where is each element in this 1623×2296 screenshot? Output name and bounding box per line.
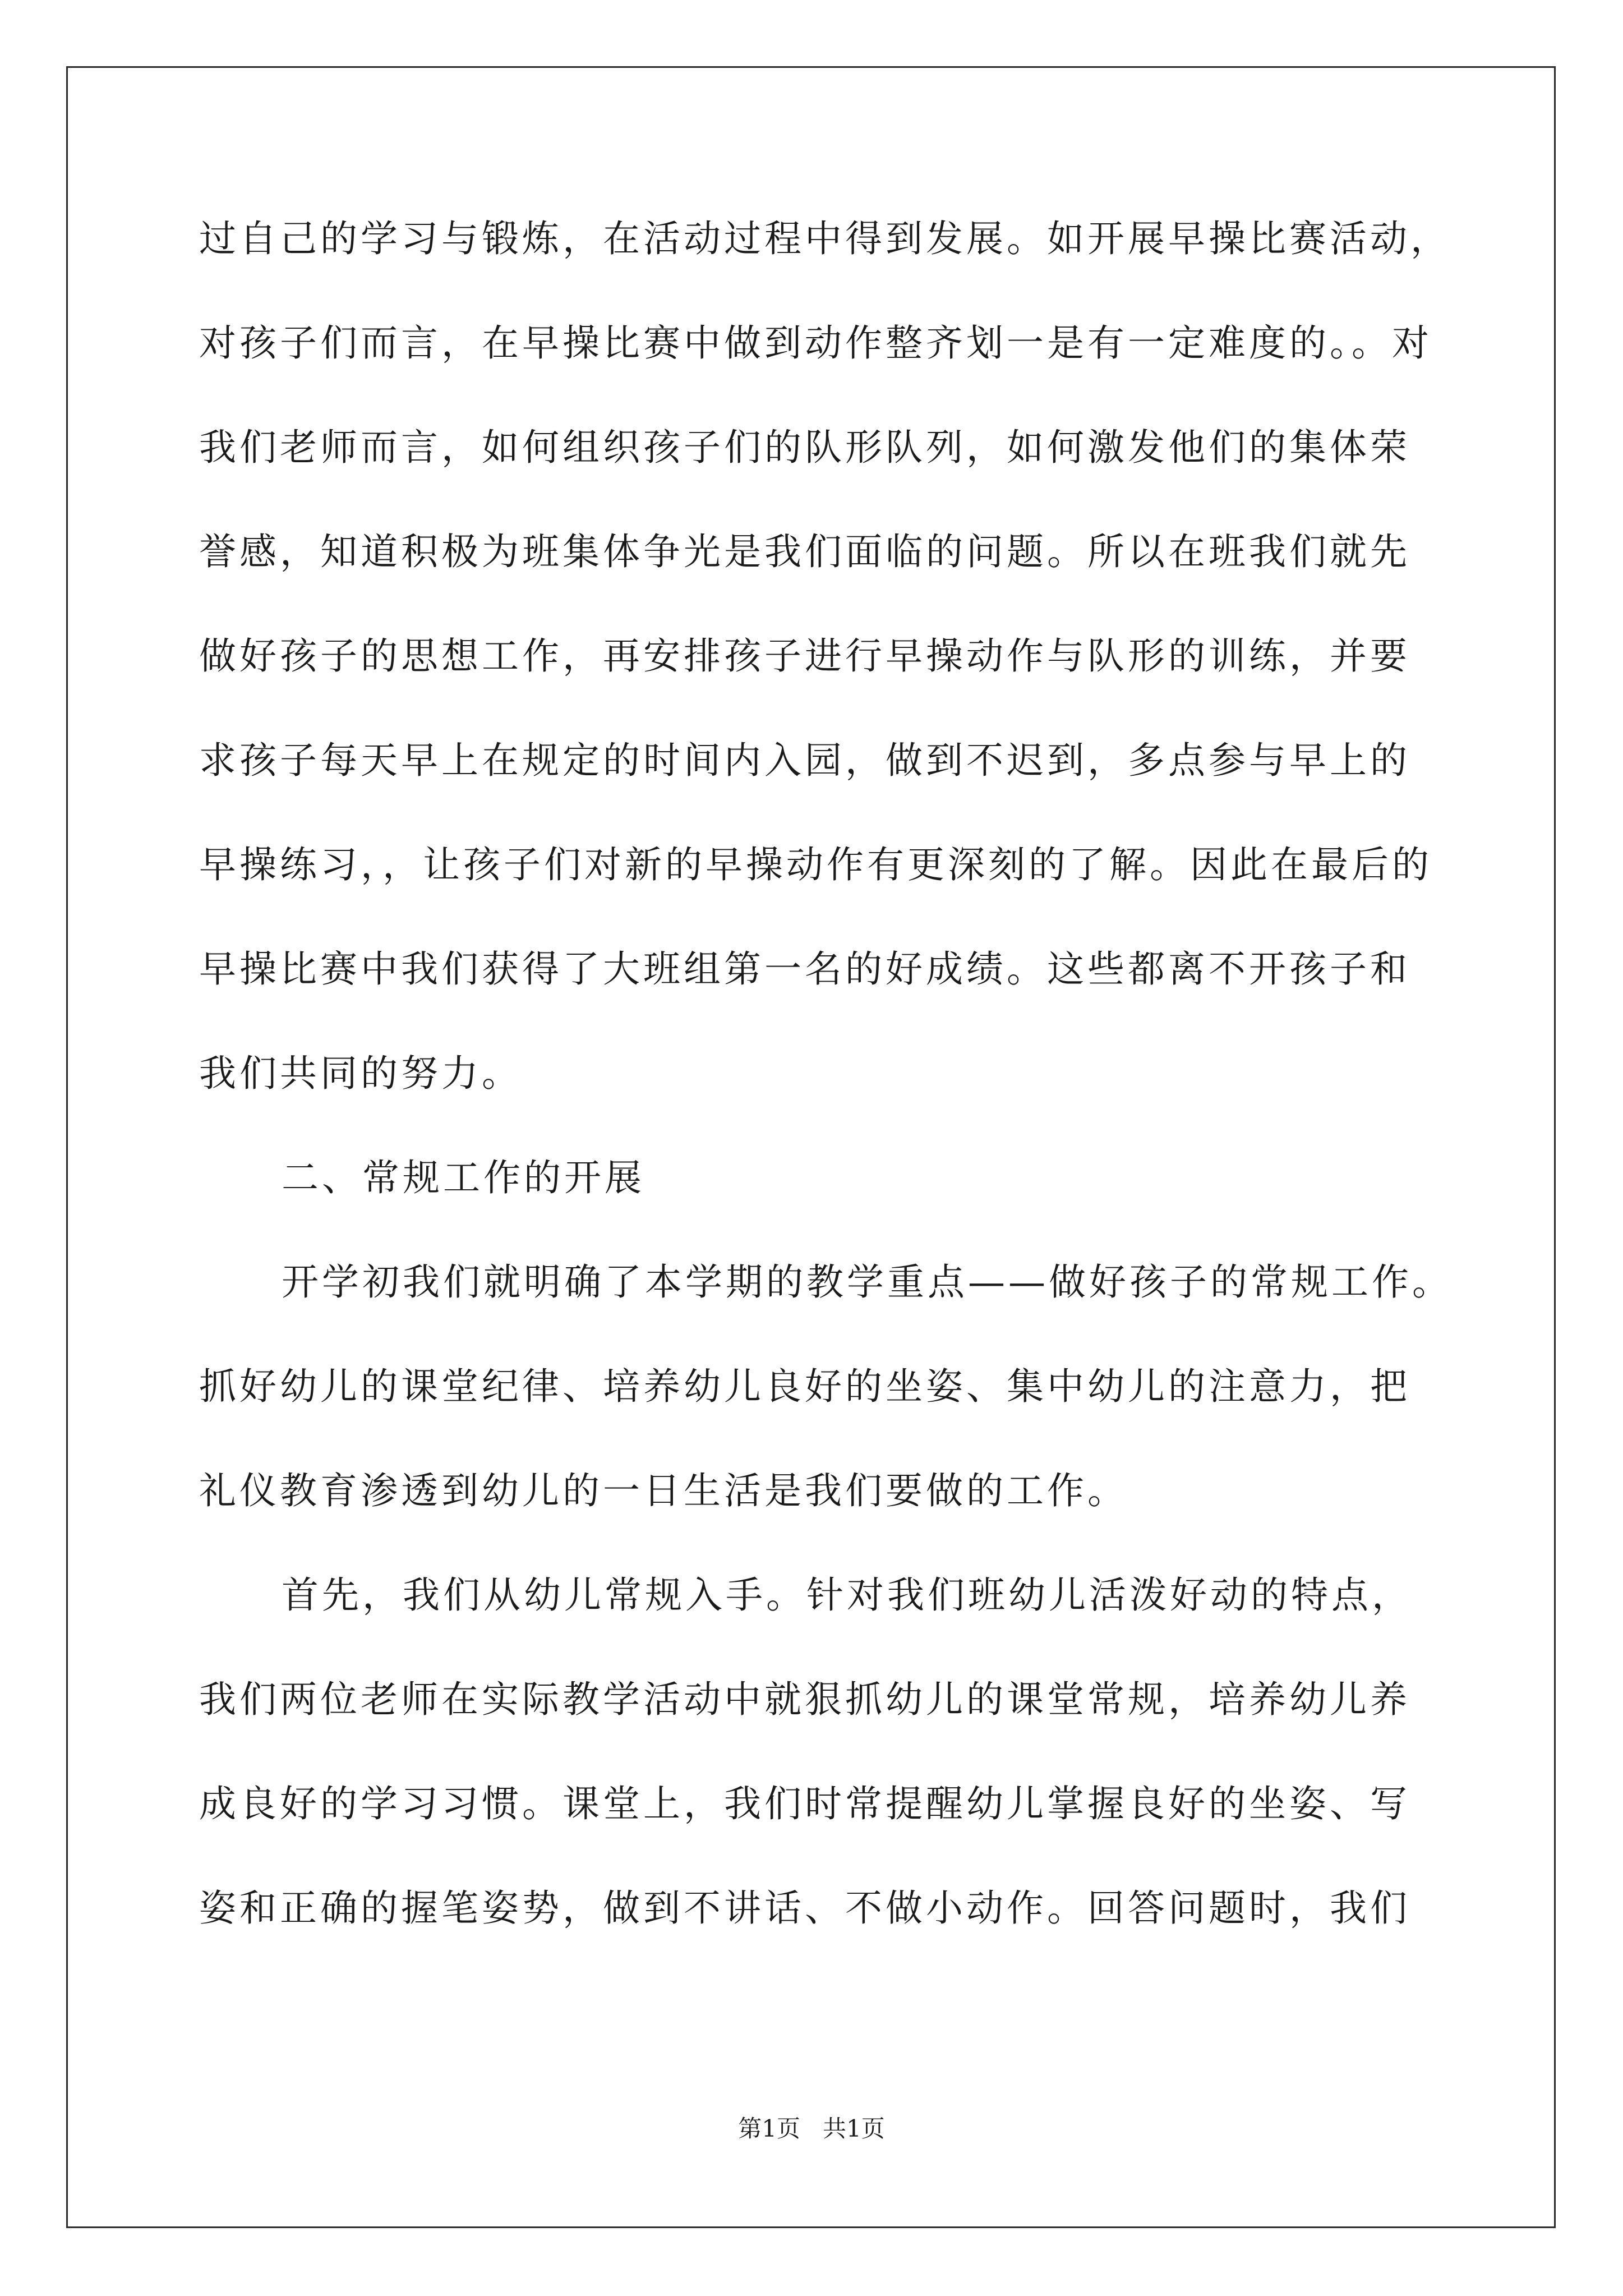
text-line: 我们共同的努力。 bbox=[199, 1052, 522, 1095]
text-line: 礼仪教育渗透到幼儿的一日生活是我们要做的工作。 bbox=[199, 1469, 1128, 1512]
text-line: 求孩子每天早上在规定的时间内入园，做到不迟到，多点参与早上的 bbox=[199, 739, 1410, 782]
section-heading: 二、常规工作的开展 bbox=[282, 1156, 645, 1199]
text-line: 我们老师而言，如何组织孩子们的队形队列，如何激发他们的集体荣 bbox=[199, 426, 1410, 469]
text-line: 首先，我们从幼儿常规入手。针对我们班幼儿活泼好动的特点， bbox=[282, 1573, 1412, 1617]
text-line: 对孩子们而言，在早操比赛中做到动作整齐划一是有一定难度的。。对 bbox=[199, 321, 1432, 365]
text-line: 早操练习，，让孩子们对新的早操动作有更深刻的了解。因此在最后的 bbox=[199, 843, 1432, 886]
text-line: 姿和正确的握笔姿势，做到不讲话、不做小动作。回答问题时，我们 bbox=[199, 1887, 1410, 1930]
text-line: 抓好幼儿的课堂纪律、培养幼儿良好的坐姿、集中幼儿的注意力，把 bbox=[199, 1365, 1410, 1408]
page-footer: 第1页 共1页 bbox=[738, 2115, 885, 2142]
text-line: 开学初我们就明确了本学期的教学重点——做好孩子的常规工作。 bbox=[282, 1260, 1453, 1304]
text-line: 过自己的学习与锻炼，在活动过程中得到发展。如开展早操比赛活动， bbox=[199, 217, 1451, 260]
text-line: 做好孩子的思想工作，再安排孩子进行早操动作与队形的训练，并要 bbox=[199, 634, 1410, 678]
text-line: 早操比赛中我们获得了大班组第一名的好成绩。这些都离不开孩子和 bbox=[199, 947, 1410, 991]
text-line: 我们两位老师在实际教学活动中就狠抓幼儿的课堂常规，培养幼儿养 bbox=[199, 1678, 1410, 1721]
text-line: 成良好的学习习惯。课堂上，我们时常提醒幼儿掌握良好的坐姿、写 bbox=[199, 1782, 1410, 1825]
text-line: 誉感，知道积极为班集体争光是我们面临的问题。所以在班我们就先 bbox=[199, 530, 1410, 573]
